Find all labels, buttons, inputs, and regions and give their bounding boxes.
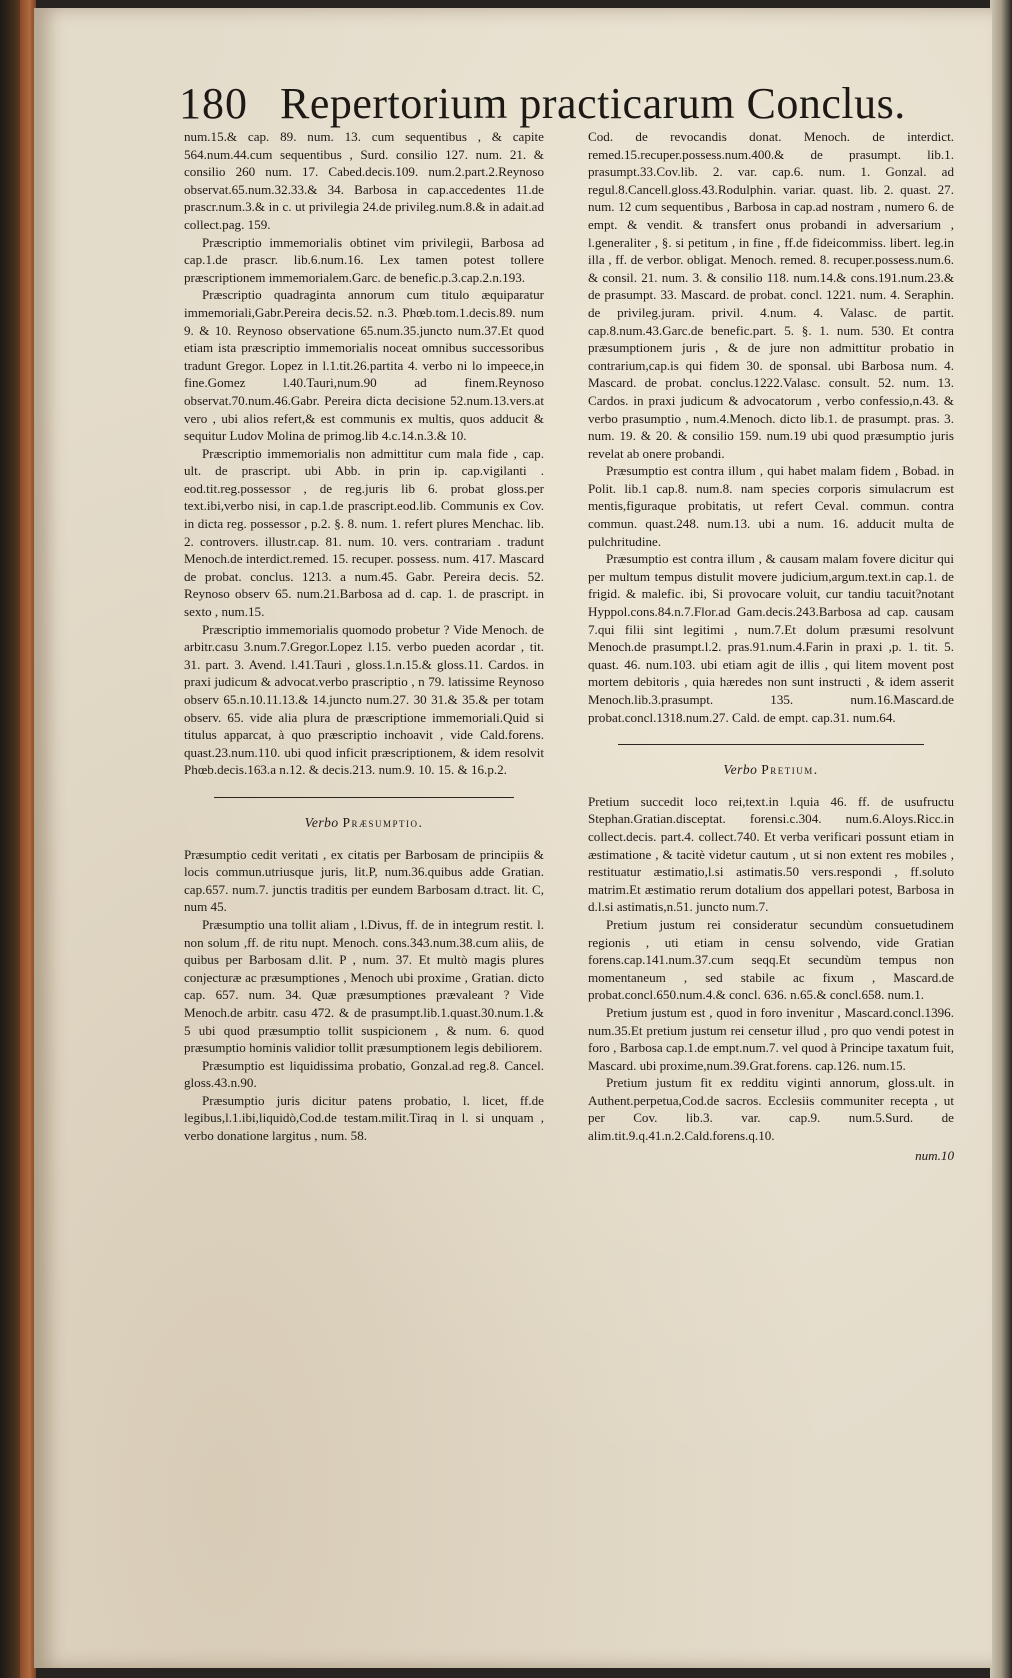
section-heading-word: Præsumptio. [342, 814, 424, 830]
section-heading-verbo: Verbo [304, 814, 339, 830]
page-fore-edge [990, 0, 1012, 1678]
paragraph: Præsumptio est contra illum , qui habet malam fidem , Bobad. in Polit. lib.1 cap.8. num.8. nam species corporis simulacrum est mentis,figuraque probitatis, ut refert Ceval. commun. contra commun. quast.248. num.13. ubi a num. 16. adducit multa de pulchritudine. [588, 463, 954, 549]
section-divider [618, 744, 924, 745]
paragraph: Cod. de revocandis donat. Menoch. de interdict. remed.15.recuper.possess.num.400.& de prasumpt. lib.1. prasumpt.33.Cov.lib. 2. var. cap.6. num. 1. Gonzal. ad regul.8.Cancell.gloss.43.Rodulphin. variar. quast. lib. 2. quast. 27. num. 12 cum sequentibus , Barbosa in cap.ad nostram , numero 6. de empt. & vendit. & transfert onus probandi in adversarium , l.generaliter , §. si petitum , in fine , ff.de fideicommiss. libert. leg.in illa , ff. de verbor. obligat. Menoch. remed. 8. recuper.possess.num.6. & consil. 21. num. 3. & consilio 118. num.14.& cons.191.num.23.& de prasumpt. 33. Mascard. de probat. concl. 1221. num. 4. Seraphin. de privileg.juram. privil. 4.num. 4. Valasc. de partit. cap.8.num.43.Garc.de benefic.part. 5. §. 1. num. 530. Et contra præsumptionem juris , & de jure non admittitur probatio in contrarium,cap.is qui fidem 30. de sponsal. ubi Barbosa num. 4. Mascard. de probat. conclus.1222.Valasc. consult. 52. num. 13. Cardos. in praxi judicum & advocatorum , verbo confessio,n.43. & verbo prasumptio , num.4.Menoch. dicto lib.1. de prasumpt. pras. 3. num. 19. & 20. & consilio 159. num.19 ubi quod præsumptio juris revelat ab onere probandi. [588, 129, 954, 461]
paragraph: num.15.& cap. 89. num. 13. cum sequentibus , & capite 564.num.44.cum sequentibus , Surd. consilio 127. num. 21. & consilio 260 num. 17. Cabed.decis.109. num.2.part.2.Reynoso observat.65.num.32.33.& 34. Barbosa in cap.accedentes 11.de prascr.num.3.& in c. ut privilegia 24.de privileg.num.8.& in adait.ad collect.pag. 159. [184, 129, 544, 232]
book-page [34, 8, 992, 1668]
paragraph: Præscriptio immemorialis obtinet vim privilegii, Barbosa ad cap.1.de prascr. lib.6.num.16. Lex tamen potest tollere præscriptionem immemorialem.Garc. de benefic.p.3.cap.2.n.193. [184, 234, 544, 285]
section-divider [214, 797, 514, 798]
section-heading [588, 761, 954, 779]
paragraph: Præsumptio est liquidissima probatio, Gonzal.ad reg.8. Cancel. gloss.43.n.90. [184, 1057, 544, 1091]
paragraph: Præscriptio quadraginta annorum cum titulo æquiparatur immemoriali,Gabr.Pereira decis.52. n.3. Phœb.tom.1.decis.89. num 9. & 10. Reynoso observatione 65.num.35.juncto num.37.Et quod etiam ista præscriptio immemorialis noceat omnibus successoribus tradunt Gregor. Lopez in l.1.tit.26.partita 4. verbo ni lo impeece,in fine.Gomez l.40.Tauri,num.90 ad finem.Reynoso observat.70.num.46.Gabr. Pereira dicta decisione 52.num.13.vers.at vero , ubi alios refert,& est communis ex multis, quos adducit & sequitur Ludov Molina de primog.lib 4.c.14.n.3.& 10. [184, 287, 544, 444]
left-column [184, 128, 544, 1145]
paragraph: Pretium justum fit ex redditu viginti annorum, gloss.ult. in Authent.perpetua,Cod.de sacros. Ecclesiis communiter recepta , ut per Cov. lib.3. var. cap.9. num.5.Surd. de alim.tit.9.q.41.n.2.Cald.forens.q.10. [588, 1075, 954, 1144]
page-number: 180 [179, 79, 248, 128]
paragraph: Pretium justum est , quod in foro invenitur , Mascard.concl.1396. num.35.Et pretium justum rei censetur illud , pro quo vendi potest in foro , Barbosa cap.1.de empt.num.7. vel quod à Principe taxatum fuit, Mascard. ubi proxime,num.39.Grat.forens. cap.126. num.15. [588, 1004, 954, 1073]
section-heading [184, 814, 544, 832]
paragraph: Præscriptio immemorialis non admittitur cum mala fide , cap. ult. de prascript. ubi Abb. in prin ip. cap.vigilanti . eod.tit.reg.possessor , de reg.juris lib 6. probat gloss.per text.ibi,verbo nisi, in cap.1.de prascript.eod.lib. Communis ex Cov. in dicta reg. possessor , p.2. §. 8. num. 1. refert plures Menchac. lib. 2. controvers. illustr.cap. 81. num. 10. vers. contrariam . tradunt Menoch.de interdict.remed. 15. recuper. possess. num. 417. Mascard de probat. conclus. 1213. a num.45. Gabr. Pereira decis. 52. Reynoso observ 65. num.21.Barbosa ad d. cap. 1. de prascript. in sexto , num.15. [184, 445, 544, 620]
paragraph: Præsumptio una tollit aliam , l.Divus, ff. de in integrum restit. l. non solum ,ff. de ritu nupt. Menoch. cons.343.num.38.cum aliis, de quibus per Barbosam d.lit. P , num. 37. Et multò magis plures conjecturæ ac præsumptiones , Menoch ubi proxime , Gratian. dicto cap. 657. num. 34. Quæ præsumptiones prævaleant ? Vide Menoch.de arbitr. casu 472. & de prasumpt.lib.1.quast.30.num.1.& 5 ubi quod præsumptio tollit suspicionem , & num. 6. quod præsumptio hominis validior tollit præsumptionem legis debiliorem. [184, 916, 544, 1056]
paragraph: Præsumptio juris dicitur patens probatio, l. licet, ff.de legibus,l.1.ibi,liquidò,Cod.de testam.milit.Tiraq in l. si unquam , verbo donatione largitus , num. 58. [184, 1092, 544, 1144]
paragraph: Præsumptio cedit veritati , ex citatis per Barbosam de principiis & locis commun.utriusque juris, lit.P, num.36.quibus adde Gratian. cap.657. num.7. junctis traditis per eundem Barbosam d.tract. lit. C, num 45. [184, 846, 544, 915]
running-title: Repertorium practicarum Conclus. [280, 79, 906, 128]
catchword: num.10 [915, 1147, 954, 1163]
paragraph: Præscriptio immemorialis quomodo probetur ? Vide Menoch. de arbitr.casu 3.num.7.Gregor.Lopez l.15. verbo pueden acordar , tit. 31. part. 3. Avend. l.41.Tauri , gloss.1.n.15.& gloss.11. Cardos. in praxi judicum & advocat.verbo prascriptio , n 79. latissime Reynoso observ 65.n.10.11.13.& 14.juncto num.27. 30 31.& 35.& per totam observ. 65. vide alia plura de præscriptione immemoriali.Quid si titulus apparcat, à quo præscriptio inchoavit , vide Cald.forens. quast.23.num.110. ubi quod inficit præscriptionem, & idem resolvit Phœb.decis.163.a n.12. & decis.213. num.9. 10. 15. & 16.p.2. [184, 621, 544, 778]
paragraph: Præsumptio est contra illum , & causam malam fovere dicitur qui per multum tempus distulit movere judicium,argum.text.in cap.1. de frigid. & malefic. ibi, Si provocare voluit, cur tandiu tacuit?notant Hyppol.cons.84.n.7.Flor.ad Gam.decis.243.Barbosa ad cap. causam 7.qui filii sint legitimi , num.7.Et dolum præsumi resolvunt Menoch.de prasumpt.l.2. pras.91.num.4.Farin in praxi ,p. 1. tit. 5. quast. 46. num.103. ubi etiam agit de illis , qui litem movent post mortem debitoris , quia hæredes non sunt instructi , & idem asserit Menoch.lib.3.prasumpt. 135. num.16.Mascard.de probat.concl.1318.num.27. Cald. de empt. cap.31. num.64. [588, 551, 954, 725]
paragraph: Pretium justum rei consideratur secundùm consuetudinem regionis , uti etiam in censu solvendo, vide Gratian forens.cap.141.num.37.cum seqq.Et secundùm tempus non momentaneum , sed stabile ac fixum , Mascard.de probat.concl.650.num.4.& concl. 636. n.65.& concl.658. num.1. [588, 916, 954, 1003]
section-heading-verbo: Verbo [723, 762, 758, 778]
right-column [588, 128, 954, 1164]
section-heading-word: Pretium. [761, 762, 819, 778]
paragraph: Pretium succedit loco rei,text.in l.quia 46. ff. de usufructu Stephan.Gratian.disceptat. forensi.c.304. num.6.Aloys.Ricc.in collect.decis. part.4. collect.740. Et verba verificari possunt etiam in æstimatione , & tacitè videtur cautum , ut si non extent res mobiles , restituatur æstimatio,l.si astimatis.50 vers.respondi , ff.soluto matrim.Et æstimatio rerum dotalium dos appellari potest, Barbosa in d.l.si astimatis,n.51. juncto num.7. [588, 793, 954, 915]
